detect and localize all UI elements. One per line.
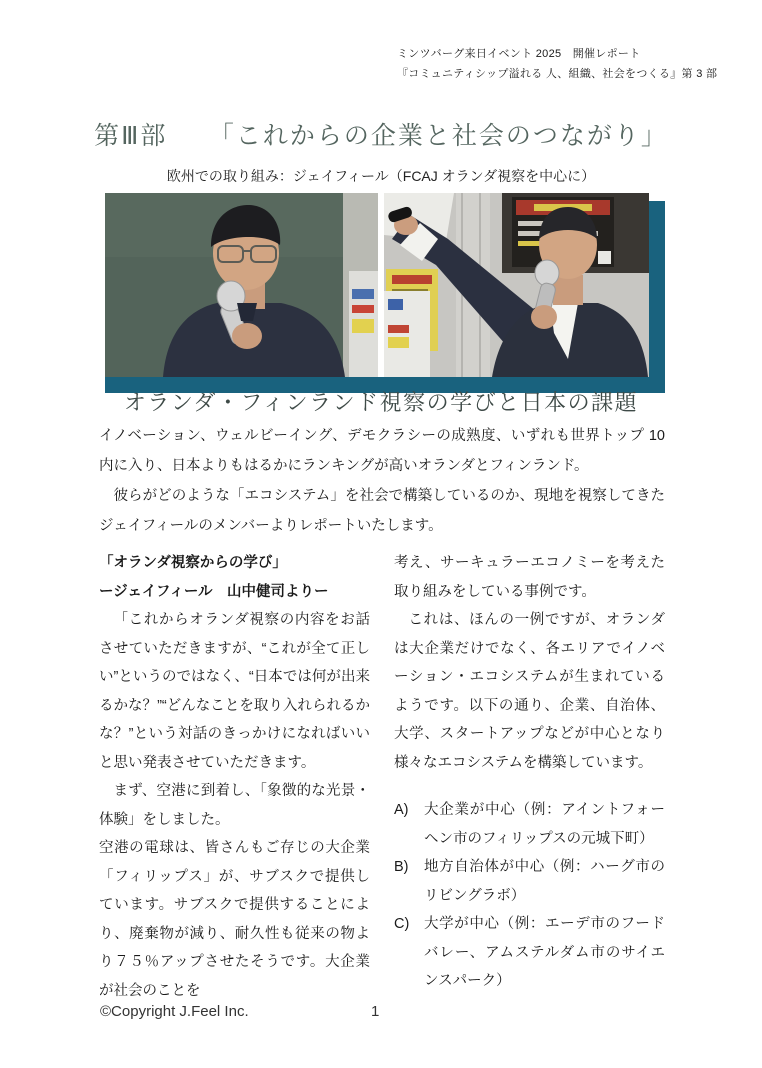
left-column-byline: ージェイフィール 山中健司よりー [99,583,329,600]
ecosystem-examples-list [394,796,665,996]
left-column-heading: 「オランダ視察からの学び」 [99,555,287,571]
list-item-label: C) [394,916,410,932]
doc-header [397,44,717,84]
list-item-label: B) [394,859,409,875]
left-column-paragraph-3: 空港の電球は、皆さんもご存じの大企業「フィリップス」が、サブスクで提供しています。サブスクで提供することにより、廃棄物が減り、耐久性も従来の物より７５％アップさせたそうです。大企業が社会のことを [99,840,370,999]
intro-paragraph-2: 彼らがどのような「エコシステム」を社会で構築しているのか、現地を視察してきたジェイフィールのメンバーよりレポートいたします。 [99,488,665,534]
section-heading: オランダ・フィンランド視察の学びと日本の課題 [123,390,639,415]
list-item [394,853,665,910]
list-item-text: 地方自治体が中心（例：ハーグ市のリビングラボ） [424,859,665,904]
list-item-label: A) [394,802,409,818]
right-column-paragraph-1: 考え、サーキュラーエコノミーを考えた取り組みをしている事例です。 [394,555,665,600]
list-item [394,910,665,996]
page-number: 1 [371,1003,380,1020]
list-item-text: 大企業が中心（例：アイントフォーヘン市のフィリップスの元城下町） [424,802,665,847]
speaker-photo-right [384,193,649,377]
right-column-paragraph-2: これは、ほんの一例ですが、オランダは大企業だけでなく、各エリアでイノベーション・エコシステムが生まれているようです。以下の通り、企業、自治体、大学、スタートアップなどが中心となり様々なエコシステムを構築しています。 [394,612,665,771]
intro-paragraph-1: イノベーション、ウェルビーイング、デモクラシーの成熟度、いずれも世界トップ 10 内に入り、日本よりもはるかにランキングが高いオランダとフィンランド。 [99,428,665,474]
intro-paragraphs [99,421,665,541]
left-column [99,549,370,1005]
copyright-text: ©Copyright J.Feel Inc. [100,1003,249,1020]
list-item-text: 大学が中心（例：エーデ市のフードバレー、アムステルダム市のサイエンスパーク） [424,916,665,989]
right-column [394,549,665,1005]
left-column-paragraph-1: 「これからオランダ視察の内容をお話させていただきますが、“これが全て正しい”というのではなく、“日本では何が出来るかな？”“どんなことを取り入れられるかな？”という対話のきっかけになればいいと思い発表させていただきます。 [99,612,370,771]
page-subtitle: 欧州での取り組み：ジェイフィール（FCAJ オランダ視察を中心に） [166,168,596,184]
left-column-paragraph-2: まず、空港に到着し、「象徴的な光景・体験」をしました。 [99,783,370,828]
doc-header-line1: ミンツバーグ来日イベント 2025 開催レポート [397,48,641,60]
speaker-photo-left [105,193,378,377]
doc-header-line2: 『コミュニティシップ溢れる 人、組織、社会をつくる』第 3 部 [397,68,718,80]
two-column-body [99,549,665,1005]
page-title: 第Ⅲ部 「これからの企業と社会のつながり」 [94,122,668,150]
photo-frame-right-bar [649,201,665,377]
list-item [394,796,665,853]
